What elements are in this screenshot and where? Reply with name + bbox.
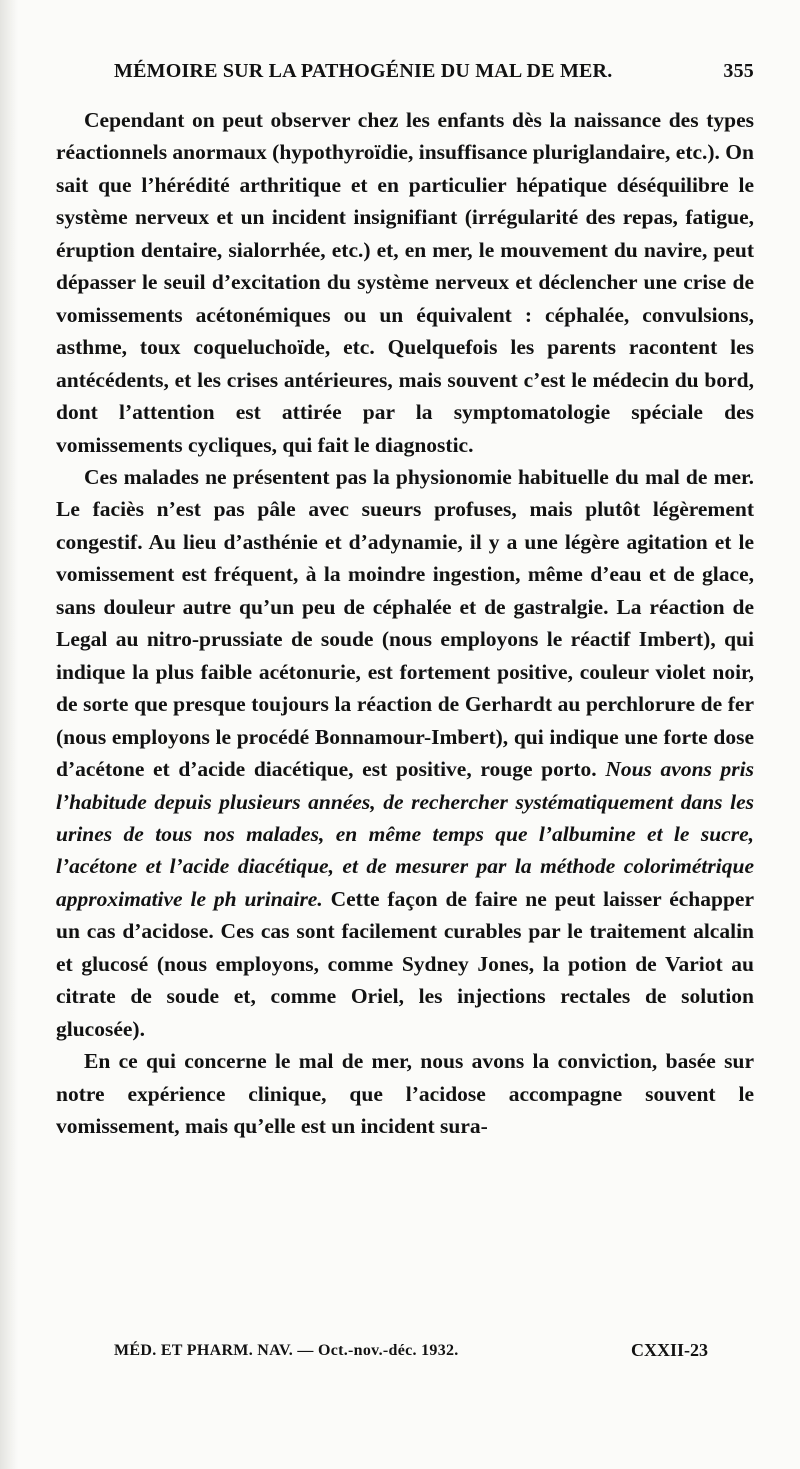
sheet-signature: CXXII-23 — [630, 1340, 708, 1360]
paragraph-3 — [56, 1045, 754, 1142]
paragraph-2-italic-text: Nous avons pris l’habitude depuis plusieurs années, de rechercher systématiquement dans les urines de tous nos malades, en même temps que l’albumine et le sucre, l’acétone et l’acide diacétique, et de mesurer par la méthode colorimétrique approximative le ph urinaire. — [56, 757, 754, 911]
page-edge-shadow — [0, 0, 18, 1469]
paragraph-1 — [56, 104, 754, 461]
paragraph-1-text: Cependant on peut observer chez les enfants dès la naissance des types réactionnels anormaux (hypothyroïdie, insuffisance pluriglandaire, etc.). On sait que l’hérédité arthritique et en particulier hépatique déséquilibre le système nerveux et un incident insignifiant (irrégularité des repas, fatigue, éruption dentaire, sialorrhée, etc.) et, en mer, le mouvement du navire, peut dépasser le seuil d’excitation du système nerveux et déclencher une crise de vomissements acétonémiques ou un équivalent : céphalée, convulsions, asthme, toux coqueluchoïde, etc. Quelquefois les parents racontent les antécédents, et les crises antérieures, mais souvent c’est le médecin du bord, dont l’attention est attirée par la symptomatologie spéciale des vomissements cycliques, qui fait le diagnostic. — [56, 108, 754, 457]
journal-reference: MÉD. ET PHARM. NAV. — Oct.-nov.-déc. 1932. — [114, 1342, 459, 1359]
paragraph-3-text: En ce qui concerne le mal de mer, nous avons la conviction, basée sur notre expérience clinique, que l’acidose accompagne souvent le vomissement, mais qu’elle est un incident sura- — [56, 1049, 754, 1139]
paragraph-2-text-b: Cette façon de faire ne peut laisser échapper un cas d’acidose. Ces cas sont facilement curables par le traitement alcalin et glucosé (nous employons, comme Sydney Jones, la potion de Variot au citrate de soude et, comme Oriel, les injections rectales de solution glucosée). — [56, 886, 754, 1041]
body-text — [56, 104, 754, 1143]
page-footer — [114, 1340, 708, 1366]
paragraph-2 — [56, 461, 754, 1045]
page-number: 355 — [723, 60, 754, 82]
running-header — [114, 60, 754, 94]
running-title: MÉMOIRE SUR LA PATHOGÉNIE DU MAL DE MER. — [114, 60, 613, 82]
paragraph-2-text-a: Ces malades ne présentent pas la physionomie habituelle du mal de mer. Le faciès n’est pas pâle avec sueurs profuses, mais plutôt légèrement congestif. Au lieu d’asthénie et d’adynamie, il y a une légère agitation et le vomissement est fréquent, à la moindre ingestion, même d’eau et de glace, sans douleur autre qu’un peu de céphalée et de gastralgie. La réaction de Legal au nitro-prussiate de soude (nous employons le réactif Imbert), qui indique la plus faible acétonurie, est fortement positive, couleur violet noir, de sorte que presque toujours la réaction de Gerhardt au perchlorure de fer (nous employons le procédé Bonnamour-Imbert), qui indique une forte dose d’acétone et d’acide diacétique, est positive, rouge porto. — [56, 464, 754, 782]
